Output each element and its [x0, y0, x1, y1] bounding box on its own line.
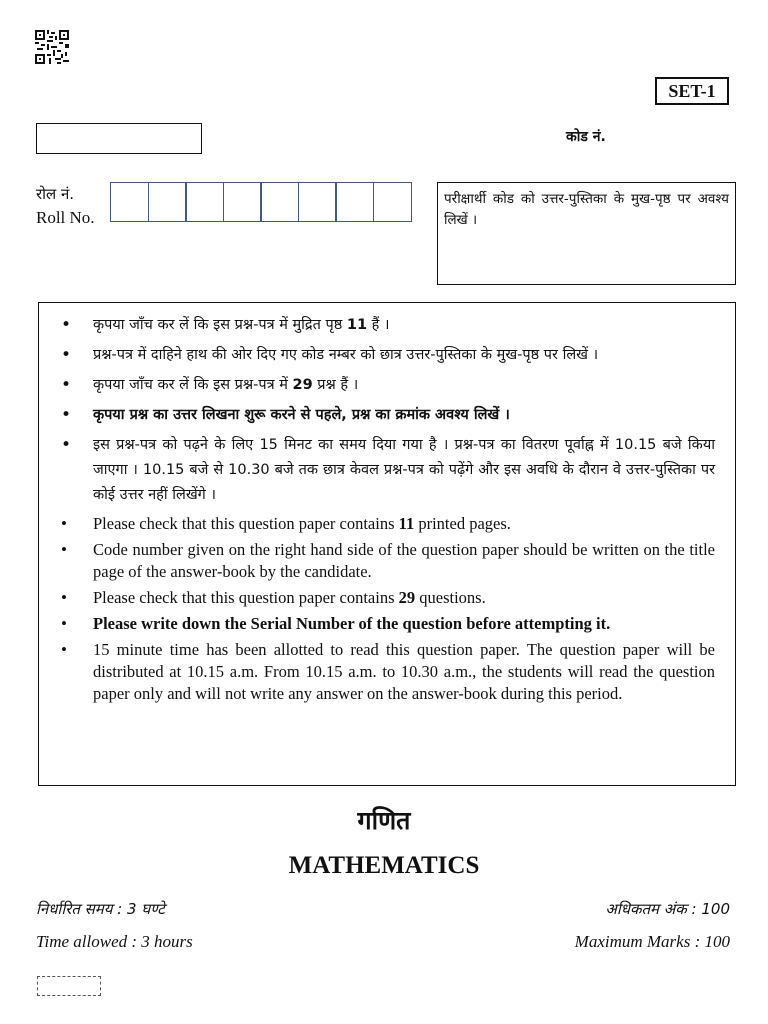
time-allowed-hindi: निर्धारित समय : 3 घण्टे: [36, 900, 165, 918]
instruction-item: [59, 373, 715, 398]
roll-number-cell: [373, 182, 412, 222]
instruction-text: कृपया जाँच कर लें कि इस प्रश्न-पत्र में मुद्रित पृष्ठ: [93, 317, 347, 333]
subject-title-english: MATHEMATICS: [288, 852, 480, 879]
instruction-item: [59, 433, 715, 508]
instruction-text: हैं ।: [367, 317, 390, 333]
candidate-code-note: परीक्षार्थी कोड को उत्तर-पुस्तिका के मुख-पृष्ठ पर अवश्य लिखें ।: [437, 182, 736, 285]
instruction-text: Please check that this question paper contains: [93, 588, 399, 607]
code-number-field: [36, 123, 202, 154]
roll-number-cell: [110, 182, 149, 222]
instruction-text: इस प्रश्न-पत्र को पढ़ने के लिए 15 मिनट का समय दिया गया है । प्रश्न-पत्र का वितरण पूर्वाह्न में 10.15 बजे किया जाएगा । 10.15 बजे से 10.30 बजे तक छात्र केवल प्रश्न-पत्र को पढ़ेंगे और इस अवधि के दौरान वे उत्तर-पुस्तिका पर कोई उत्तर नहीं लिखेंगे ।: [93, 437, 715, 503]
instruction-item: [59, 313, 715, 338]
code-label: कोड नं.: [566, 129, 606, 145]
time-allowed-english: Time allowed : 3 hours: [36, 932, 193, 951]
maximum-marks-english: Maximum Marks : 100: [574, 932, 730, 951]
instruction-item: [59, 539, 715, 583]
instruction-text: 29: [398, 588, 416, 607]
instruction-text: 11: [346, 317, 368, 333]
instruction-text: 11: [398, 514, 415, 533]
roll-number-cell: [298, 182, 337, 222]
roll-label-hindi: रोल नं.: [36, 185, 75, 203]
roll-number-boxes: [110, 182, 410, 222]
roll-number-cell: [185, 182, 224, 222]
roll-number-cell: [148, 182, 187, 222]
instruction-text: कृपया जाँच कर लें कि इस प्रश्न-पत्र में: [93, 377, 293, 393]
subject-title-hindi: गणित: [357, 806, 411, 835]
set-label: SET-1: [655, 77, 729, 105]
instruction-text: Please check that this question paper contains: [93, 514, 399, 533]
dashed-box: [37, 976, 101, 996]
instruction-item: [59, 639, 715, 705]
instruction-text: 29: [292, 377, 313, 393]
instruction-text: प्रश्न-पत्र में दाहिने हाथ की ओर दिए गए कोड नम्बर को छात्र उत्तर-पुस्तिका के मुख-पृष्ठ पर लिखें ।: [93, 347, 599, 363]
instruction-text: 15 minute time has been allotted to read this question paper. The question paper will be distributed at 10.15 a.m. From 10.15 a.m. to 10.30 a.m., the students will read the question paper only and will not write any answer on the answer-book during this period.: [93, 640, 715, 703]
roll-number-cell: [260, 182, 299, 222]
roll-number-cell: [223, 182, 262, 222]
instruction-item: [59, 613, 715, 635]
instructions-box: [38, 302, 736, 786]
instruction-item: [59, 403, 715, 428]
roll-number-label: [36, 182, 95, 230]
instruction-text: questions.: [415, 588, 486, 607]
instruction-item: [59, 513, 715, 535]
qr-code-icon: [35, 30, 69, 64]
instruction-text: Please write down the Serial Number of the question before attempting it.: [93, 614, 611, 633]
instruction-text: Code number given on the right hand side of the question paper should be written on the title page of the answer-book by the candidate.: [93, 540, 715, 581]
maximum-marks-hindi: अधिकतम अंक : 100: [605, 900, 730, 918]
instruction-text: प्रश्न हैं ।: [312, 377, 359, 393]
instruction-item: [59, 343, 715, 368]
instruction-text: printed pages.: [414, 514, 511, 533]
roll-number-cell: [335, 182, 374, 222]
instruction-text: कृपया प्रश्न का उत्तर लिखना शुरू करने से पहले, प्रश्न का क्रमांक अवश्य लिखें ।: [93, 407, 510, 423]
instructions-list: [59, 313, 715, 705]
roll-label-english: Roll No.: [36, 208, 95, 227]
instruction-item: [59, 587, 715, 609]
